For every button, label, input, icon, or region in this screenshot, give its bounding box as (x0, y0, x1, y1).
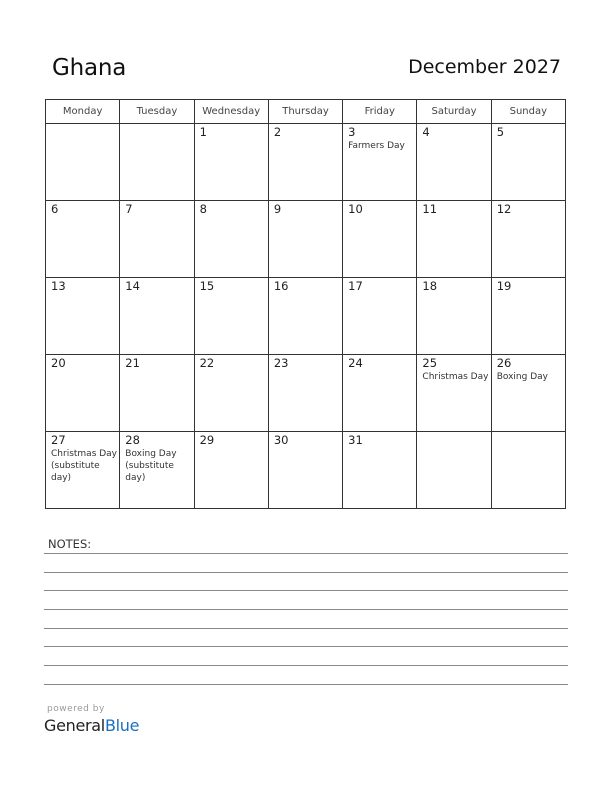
day-number: 21 (125, 356, 140, 370)
notes-label: NOTES: (48, 537, 92, 551)
note-line (44, 684, 568, 685)
day-number: 7 (125, 202, 133, 216)
calendar-grid (45, 99, 566, 509)
day-number: 25 (422, 356, 438, 370)
generalblue-logo[interactable] (44, 716, 139, 735)
day-number: 3 (348, 125, 356, 139)
weekday-header: Monday (46, 100, 120, 124)
day-number: 23 (273, 356, 289, 370)
weekday-header: Saturday (417, 100, 491, 124)
day-cell (491, 124, 565, 201)
note-line (44, 572, 568, 573)
day-number: 8 (199, 202, 207, 216)
day-number: 12 (496, 202, 512, 216)
note-line (44, 665, 568, 666)
day-cell (46, 201, 120, 278)
day-cell (417, 201, 491, 278)
day-cell (268, 355, 342, 432)
day-cell (268, 278, 342, 355)
note-line (44, 609, 568, 610)
day-cell (417, 278, 491, 355)
day-number: 6 (51, 202, 59, 216)
day-number: 4 (422, 125, 430, 139)
day-number: 14 (125, 279, 140, 293)
day-cell (268, 432, 342, 509)
weekday-header: Thursday (268, 100, 342, 124)
day-cell (120, 278, 194, 355)
holiday-label: Christmas Day (substitute day) (51, 449, 118, 483)
day-number: 11 (422, 202, 438, 216)
day-cell (343, 201, 417, 278)
day-number: 1 (199, 125, 207, 139)
day-number: 31 (348, 433, 363, 447)
week-row (46, 355, 566, 432)
powered-by-text: powered by (47, 704, 105, 714)
brand-blue: Blue (104, 716, 140, 735)
day-number: 28 (125, 433, 140, 447)
week-row (46, 124, 566, 201)
empty-day-cell (46, 124, 120, 201)
day-number: 24 (348, 356, 363, 370)
day-cell (491, 355, 565, 432)
day-cell (268, 124, 342, 201)
holiday-label: Boxing Day (substitute day) (125, 449, 177, 483)
holiday-label: Farmers Day (348, 141, 405, 151)
day-number: 5 (496, 125, 505, 139)
day-number: 27 (51, 433, 66, 447)
day-cell (120, 355, 194, 432)
day-number: 17 (348, 279, 363, 293)
day-cell (194, 124, 268, 201)
day-cell (491, 201, 565, 278)
day-cell (46, 432, 120, 509)
month-year-title: December 2027 (408, 56, 561, 78)
day-number: 18 (422, 279, 438, 293)
note-line (44, 628, 568, 629)
day-cell (268, 201, 342, 278)
day-cell (491, 278, 565, 355)
holiday-label: Christmas Day (422, 372, 489, 382)
day-cell (343, 355, 417, 432)
day-cell (194, 432, 268, 509)
weekday-header: Wednesday (194, 100, 268, 124)
day-cell (194, 201, 268, 278)
day-cell (46, 278, 120, 355)
day-number: 2 (273, 125, 282, 139)
day-cell (417, 355, 491, 432)
day-number: 20 (51, 356, 66, 370)
week-row (46, 432, 566, 509)
day-number: 19 (496, 279, 512, 293)
empty-day-cell (491, 432, 565, 509)
day-cell (194, 355, 268, 432)
day-number: 29 (199, 433, 215, 447)
day-number: 15 (199, 279, 215, 293)
weekday-header-row (46, 100, 566, 124)
empty-day-cell (417, 432, 491, 509)
day-number: 9 (273, 202, 282, 216)
day-number: 22 (199, 356, 215, 370)
note-line (44, 590, 568, 591)
note-line (44, 646, 568, 647)
day-cell (343, 124, 417, 201)
weekday-header: Sunday (491, 100, 565, 124)
week-row (46, 278, 566, 355)
note-line (44, 553, 568, 554)
day-cell (46, 355, 120, 432)
day-number: 26 (496, 356, 512, 370)
day-number: 30 (273, 433, 289, 447)
day-cell (343, 278, 417, 355)
day-number: 13 (51, 279, 66, 293)
day-cell (120, 432, 194, 509)
week-row (46, 201, 566, 278)
empty-day-cell (120, 124, 194, 201)
calendar-body (46, 124, 566, 509)
holiday-label: Boxing Day (496, 372, 548, 382)
day-cell (194, 278, 268, 355)
weekday-header: Friday (343, 100, 417, 124)
weekday-header: Tuesday (120, 100, 194, 124)
day-number: 16 (273, 279, 289, 293)
day-cell (343, 432, 417, 509)
country-title: Ghana (52, 55, 127, 81)
brand-general: General (44, 716, 105, 735)
day-cell (417, 124, 491, 201)
day-cell (120, 201, 194, 278)
day-number: 10 (348, 202, 363, 216)
